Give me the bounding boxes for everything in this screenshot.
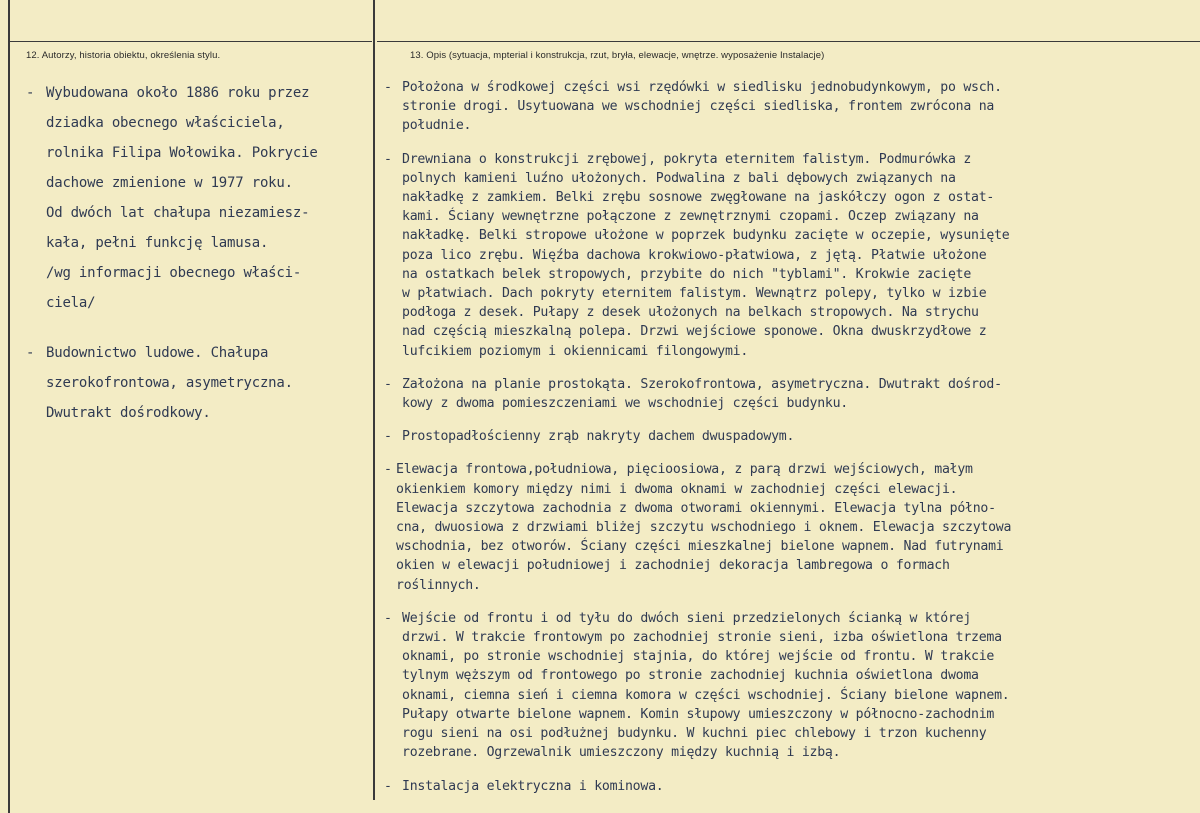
- text-line: dachowe zmienione w 1977 roku.: [46, 175, 293, 191]
- text-line: okienkiem komory między nimi i dwoma oknami w zachodniej części elewacji.: [396, 481, 958, 497]
- text-line: oknami, ciemna sień i ciemna komora w części wschodniej. Ściany bielone wapnem.: [402, 687, 1010, 703]
- text-line: ciela/: [46, 295, 96, 311]
- right-paragraph: [384, 150, 1196, 361]
- text-line: cna, dwuosiowa z drzwiami bliżej szczytu wschodniego i oknem. Elewacja szczytowa: [396, 520, 1012, 536]
- bullet-dash: -: [384, 80, 392, 95]
- top-rule-left: [10, 41, 372, 42]
- text-line: rolnika Filipa Wołowika. Pokrycie: [46, 145, 318, 161]
- text-line: na ostatkach belek stropowych, przybite do nich "tyblami". Krokwie zacięte: [402, 266, 972, 282]
- right-paragraph: [384, 777, 1196, 796]
- bullet-dash: -: [384, 429, 392, 445]
- right-column-header: 13. Opis (sytuacja, mpterial i konstrukcja, rzut, bryła, elewacje, wnętrze. wyposażenie Instalacje): [410, 50, 825, 61]
- text-line: południe.: [402, 118, 472, 134]
- text-line: rozebrane. Ogrzewalnik umieszczony między kuchnią i izbą.: [402, 745, 841, 761]
- history-section: [26, 78, 371, 448]
- text-line: Wejście od frontu i od tyłu do dwóch sieni przedzielonych ścianką w której: [402, 610, 972, 626]
- bullet-dash: -: [384, 778, 392, 794]
- text-line: podłoga z desek. Pułapy z desek ułożonych na belkach stropowych. Na strychu: [402, 305, 979, 321]
- text-line: tylnym węższym od frontowego po stronie zachodniej kuchnia oświetlona dwoma: [402, 668, 979, 684]
- text-line: Drewniana o konstrukcji zrębowej, pokryta eternitem falistym. Podmurówka z: [402, 151, 972, 167]
- text-line: rogu sieni na osi podłużnej budynku. W kuchni piec chlebowy i trzon kuchenny: [402, 726, 987, 742]
- text-line: Instalacja elektryczna i kominowa.: [402, 778, 664, 794]
- right-paragraph: [384, 427, 1196, 446]
- text-line: Elewacja frontowa,południowa, pięcioosiowa, z parą drzwi wejściowych, małym: [396, 462, 973, 478]
- description-section: [384, 78, 1196, 810]
- text-line: oknami, po stronie wschodniej stajnia, do której wejście od frontu. W trakcie: [402, 649, 995, 665]
- top-rule-right: [377, 41, 1200, 42]
- text-line: drzwi. W trakcie frontowym po zachodniej stronie sieni, izba oświetlona trzema: [402, 630, 1002, 646]
- text-line: poza lico zrębu. Więźba dachowa krokwiowo-płatwiowa, z jętą. Płatwie ułożone: [402, 247, 987, 263]
- text-line: kami. Ściany wewnętrzne połączone z zewnętrznymi czopami. Oczep związany na: [402, 209, 979, 225]
- column-divider-line: [373, 0, 375, 800]
- text-line: dziadka obecnego właściciela,: [46, 115, 285, 131]
- text-line: szerokofrontowa, asymetryczna.: [46, 375, 293, 391]
- bullet-dash: -: [26, 85, 35, 101]
- text-line: Dwutrakt dośrodkowy.: [46, 405, 211, 421]
- bullet-dash: -: [26, 345, 35, 361]
- bullet-dash: -: [384, 151, 392, 167]
- text-line: wschodnia, bez otworów. Ściany części mieszkalnej bielone wapnem. Nad futrynami: [396, 539, 1004, 555]
- text-line: roślinnych.: [396, 577, 481, 593]
- left-paragraph: [26, 78, 371, 318]
- text-line: kowy z dwoma pomieszczeniami we wschodniej części budynku.: [402, 396, 848, 412]
- text-line: lufcikiem poziomym i okiennicami filongowymi.: [402, 343, 749, 359]
- left-border-line: [8, 0, 10, 813]
- text-line: stronie drogi. Usytuowana we wschodniej części siedliska, frontem zwrócona na: [402, 99, 995, 115]
- bullet-dash: -: [384, 610, 392, 626]
- right-paragraph: [384, 609, 1196, 763]
- right-paragraph: [384, 78, 1196, 136]
- text-line: okien w elewacji południowej i zachodniej dekoracja lambregowa o formach: [396, 558, 950, 574]
- bullet-dash: -: [384, 376, 392, 392]
- text-line: Budownictwo ludowe. Chałupa: [46, 345, 269, 361]
- left-paragraph: [26, 338, 371, 428]
- text-line: /wg informacji obecnego właści-: [46, 265, 302, 281]
- text-line: nad częścią mieszkalną polepa. Drzwi wejściowe sponowe. Okna dwuskrzydłowe z: [402, 324, 987, 340]
- text-line: w płatwiach. Dach pokryty eternitem falistym. Wewnątrz polepy, tylko w izbie: [402, 286, 987, 302]
- text-line: Od dwóch lat chałupa niezamiesz-: [46, 205, 310, 221]
- text-line: Założona na planie prostokąta. Szerokofrontowa, asymetryczna. Dwutrakt dośrod-: [402, 376, 1002, 392]
- text-line: nakładkę z zamkiem. Belki zrębu sosnowe zwęgłowane na jaskółczy ogon z ostat-: [402, 190, 995, 206]
- text-line: Prostopadłościenny zrąb nakryty dachem dwuspadowym.: [402, 429, 795, 445]
- text-line: nakładkę. Belki stropowe ułożone w poprzek budynku zacięte w oczepie, wysunięte: [402, 228, 1010, 244]
- text-line: Wybudowana około 1886 roku przez: [46, 85, 310, 101]
- text-line: Elewacja szczytowa zachodnia z dwoma otworami okiennymi. Elewacja tylna półno-: [396, 500, 996, 516]
- left-column-header: 12. Autorzy, historia obiektu, określenia stylu.: [26, 50, 221, 61]
- text-line: kała, pełni funkcję lamusa.: [46, 235, 269, 251]
- right-paragraph: [384, 460, 1196, 594]
- bullet-dash: -: [384, 462, 392, 478]
- text-line: Położona w środkowej części wsi rzędówki w siedlisku jednobudynkowym, po wsch.: [402, 80, 1002, 95]
- text-line: Pułapy otwarte bielone wapnem. Komin słupowy umieszczony w północno-zachodnim: [402, 706, 995, 722]
- right-paragraph: [384, 375, 1196, 413]
- text-line: polnych kamieni luźno ułożonych. Podwalina z bali dębowych związanych na: [402, 170, 956, 186]
